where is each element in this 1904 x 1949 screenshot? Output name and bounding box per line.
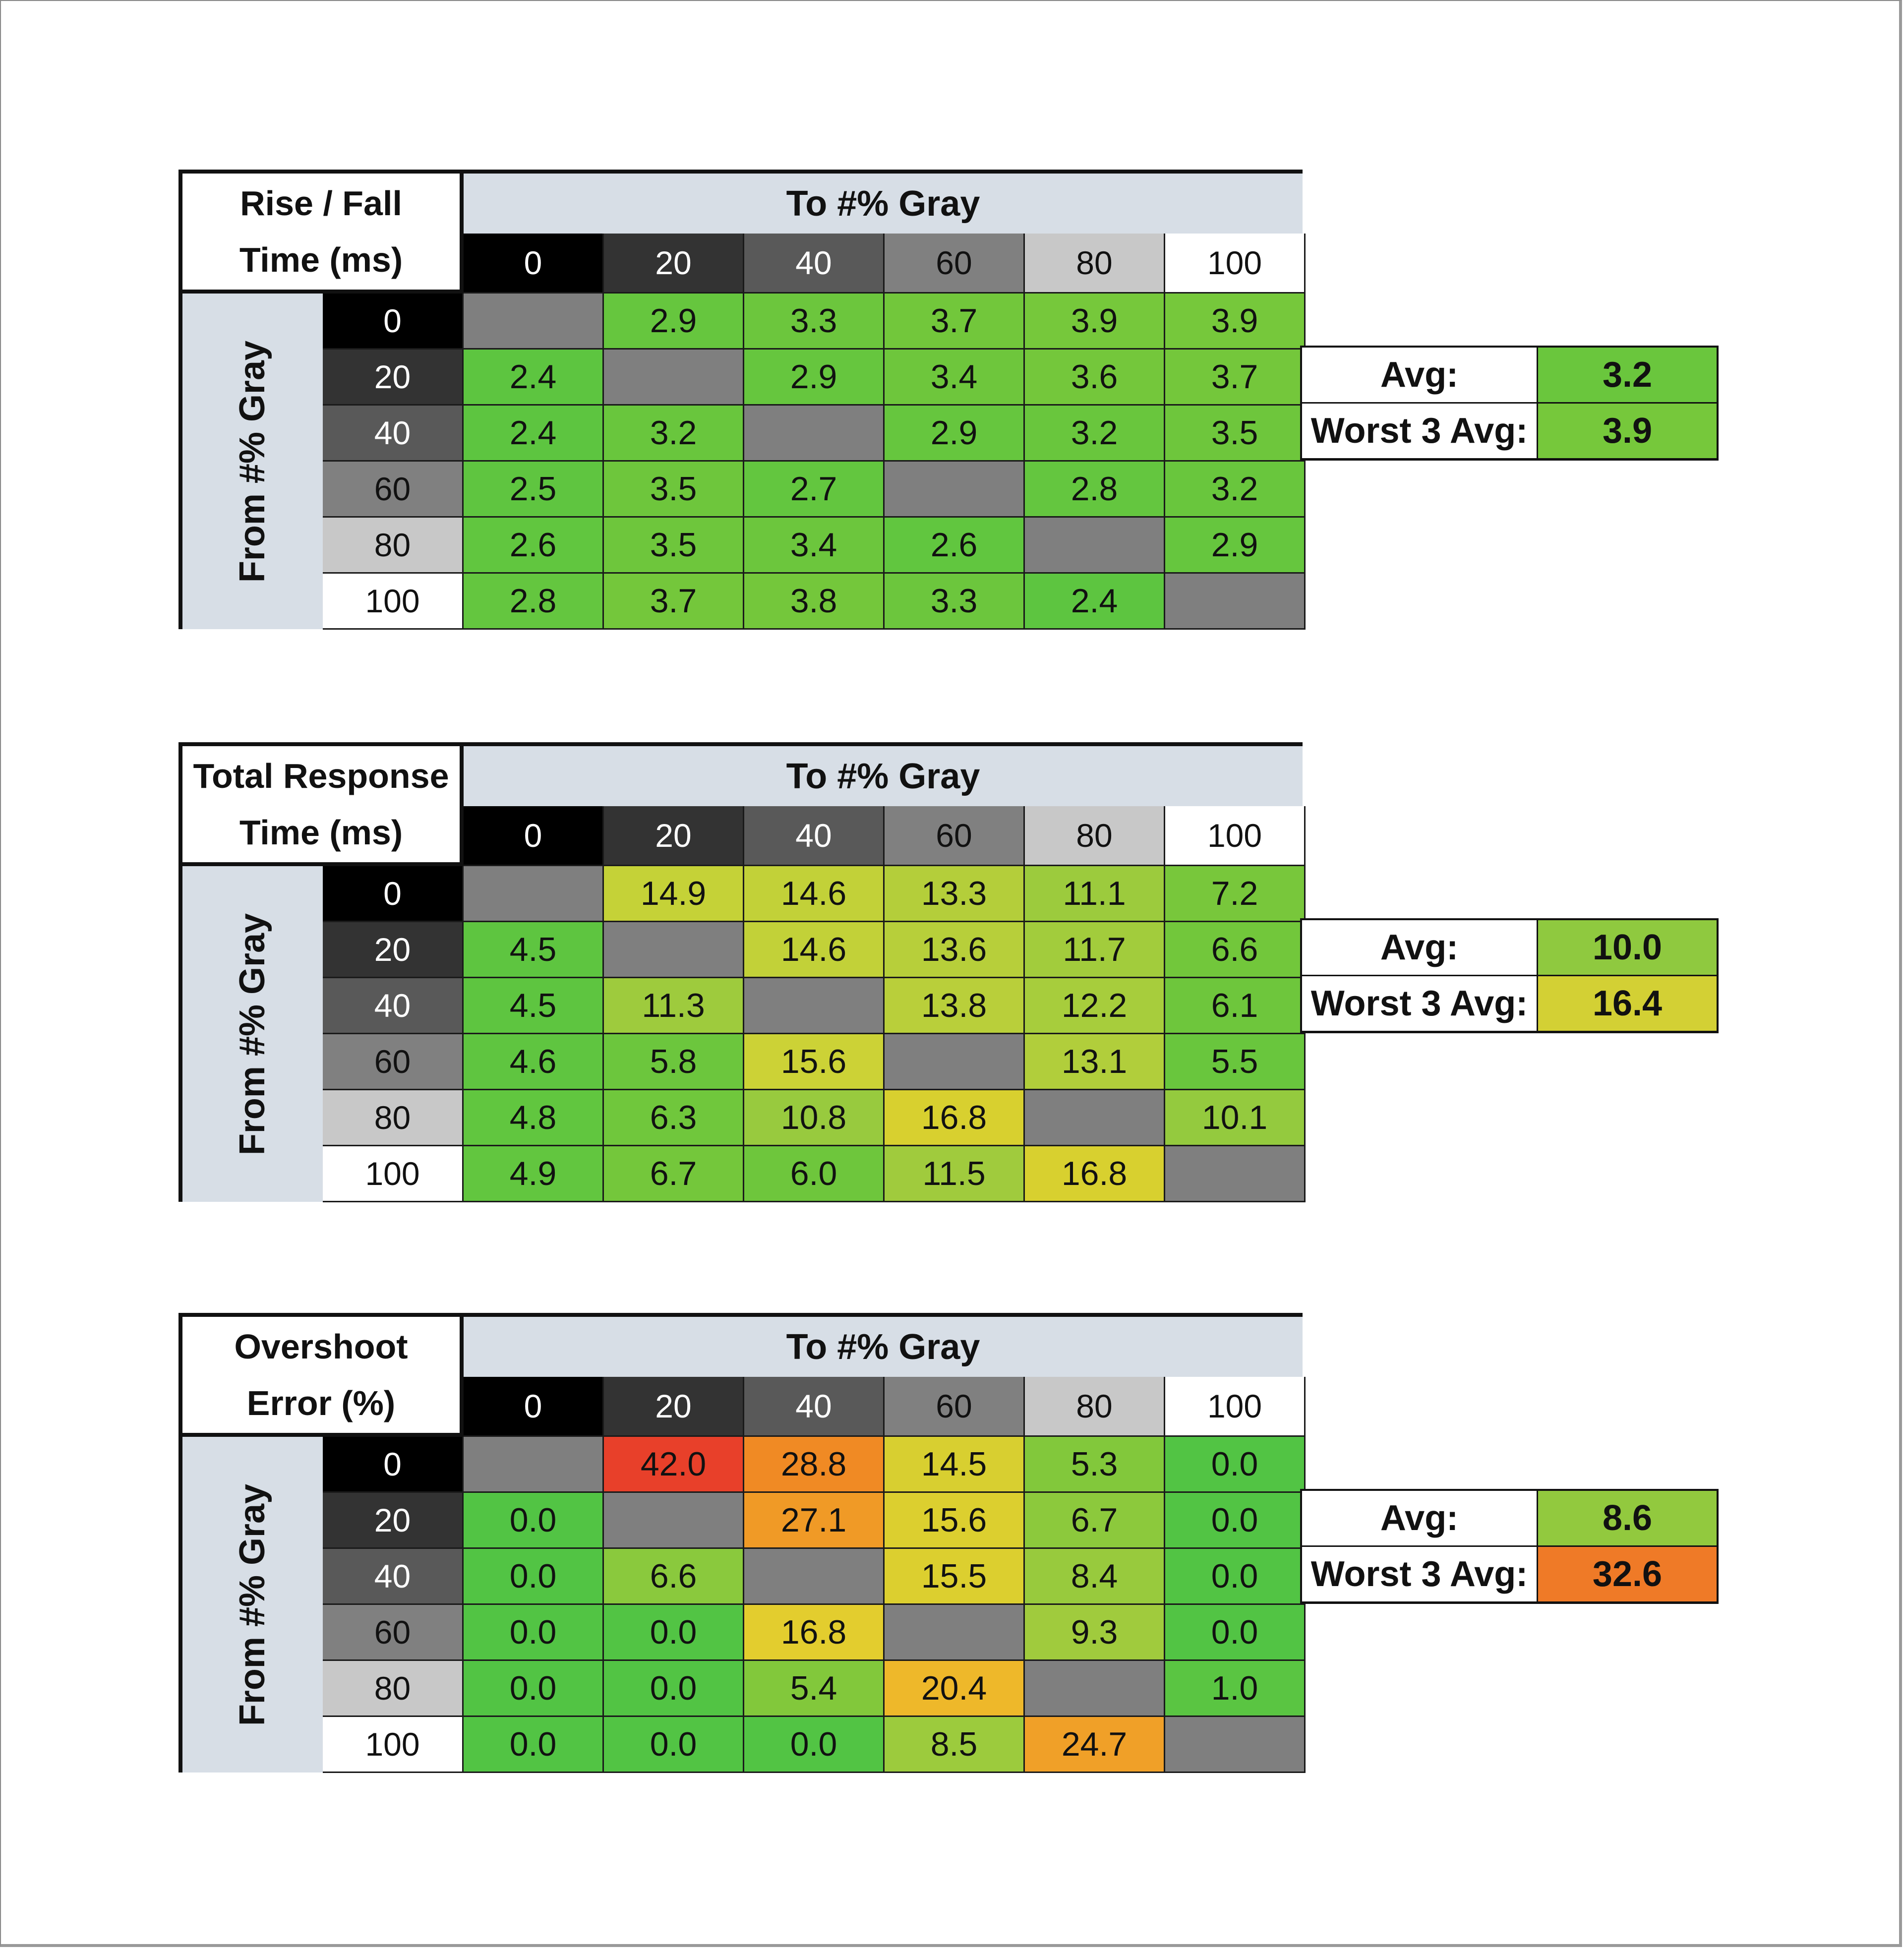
heatmap-grid (178, 742, 1303, 1202)
empty-cell (1165, 1146, 1306, 1202)
from-gray-label: From #% Gray (233, 1483, 273, 1726)
heatmap-title (182, 174, 464, 294)
data-cell: 6.0 (744, 1146, 885, 1202)
data-cell: 6.7 (604, 1146, 744, 1202)
heatmap-title-line2: Time (ms) (239, 240, 403, 279)
data-cell: 10.1 (1165, 1090, 1306, 1146)
data-cell: 5.8 (604, 1034, 744, 1090)
worst-3-avg-label: Worst 3 Avg: (1302, 404, 1538, 460)
heatmap-grid (178, 170, 1303, 629)
data-cell: 24.7 (1025, 1717, 1165, 1773)
data-cell: 9.3 (1025, 1605, 1165, 1661)
column-header: 80 (1025, 1377, 1165, 1437)
summary-table (1300, 1489, 1719, 1604)
from-gray-label: From #% Gray (233, 913, 273, 1155)
data-cell: 20.4 (885, 1661, 1025, 1717)
data-cell: 27.1 (744, 1493, 885, 1549)
empty-cell (464, 294, 604, 350)
from-gray-label: From #% Gray (233, 340, 273, 583)
row-header: 80 (323, 1090, 464, 1146)
row-header: 60 (323, 462, 464, 518)
worst-3-avg-label: Worst 3 Avg: (1302, 976, 1538, 1032)
data-cell: 5.5 (1165, 1034, 1306, 1090)
column-header: 80 (1025, 234, 1165, 294)
data-cell: 0.0 (604, 1717, 744, 1773)
from-gray-header (182, 294, 323, 629)
data-cell: 6.3 (604, 1090, 744, 1146)
data-cell: 2.6 (464, 518, 604, 574)
data-cell: 8.5 (885, 1717, 1025, 1773)
empty-cell (744, 406, 885, 462)
data-cell: 11.3 (604, 978, 744, 1034)
data-cell: 5.3 (1025, 1437, 1165, 1493)
data-cell: 2.4 (1025, 574, 1165, 630)
data-cell: 6.6 (1165, 922, 1306, 978)
empty-cell (1165, 1717, 1306, 1773)
data-cell: 3.5 (604, 462, 744, 518)
data-cell: 0.0 (464, 1549, 604, 1605)
column-header: 20 (604, 806, 744, 866)
data-cell: 4.6 (464, 1034, 604, 1090)
column-header: 100 (1165, 234, 1306, 294)
heatmap-title-line1: Rise / Fall (240, 184, 402, 223)
row-header: 0 (323, 866, 464, 922)
data-cell: 3.6 (1025, 350, 1165, 406)
heatmap-title (182, 746, 464, 866)
data-cell: 1.0 (1165, 1661, 1306, 1717)
row-header: 20 (323, 1493, 464, 1549)
column-header: 40 (744, 806, 885, 866)
empty-cell (1025, 1661, 1165, 1717)
data-cell: 2.6 (885, 518, 1025, 574)
data-cell: 4.8 (464, 1090, 604, 1146)
data-cell: 3.4 (885, 350, 1025, 406)
empty-cell (604, 922, 744, 978)
data-cell: 2.4 (464, 406, 604, 462)
data-cell: 2.9 (885, 406, 1025, 462)
column-header: 60 (885, 806, 1025, 866)
heatmap-title-line1: Overshoot (234, 1327, 408, 1366)
column-header: 40 (744, 234, 885, 294)
data-cell: 0.0 (464, 1605, 604, 1661)
data-cell: 8.4 (1025, 1549, 1165, 1605)
data-cell: 14.6 (744, 922, 885, 978)
column-header: 0 (464, 1377, 604, 1437)
data-cell: 0.0 (604, 1661, 744, 1717)
data-cell: 3.2 (1165, 462, 1306, 518)
data-cell: 42.0 (604, 1437, 744, 1493)
worst-3-avg-value: 16.4 (1538, 976, 1717, 1032)
column-header: 40 (744, 1377, 885, 1437)
data-cell: 2.8 (464, 574, 604, 630)
heatmap-title-line1: Total Response (193, 757, 449, 795)
data-cell: 0.0 (1165, 1549, 1306, 1605)
data-cell: 0.0 (464, 1493, 604, 1549)
avg-label: Avg: (1302, 348, 1538, 404)
data-cell: 2.4 (464, 350, 604, 406)
data-cell: 0.0 (464, 1661, 604, 1717)
data-cell: 15.6 (744, 1034, 885, 1090)
data-cell: 11.5 (885, 1146, 1025, 1202)
data-cell: 6.6 (604, 1549, 744, 1605)
data-cell: 2.5 (464, 462, 604, 518)
heatmap-title (182, 1317, 464, 1437)
empty-cell (464, 866, 604, 922)
empty-cell (1025, 518, 1165, 574)
empty-cell (744, 978, 885, 1034)
avg-value: 3.2 (1538, 348, 1717, 404)
data-cell: 13.8 (885, 978, 1025, 1034)
data-cell: 14.9 (604, 866, 744, 922)
data-cell: 3.5 (1165, 406, 1306, 462)
column-header: 20 (604, 1377, 744, 1437)
avg-label: Avg: (1302, 920, 1538, 976)
data-cell: 2.9 (744, 350, 885, 406)
data-cell: 16.8 (744, 1605, 885, 1661)
data-cell: 3.7 (885, 294, 1025, 350)
data-cell: 16.8 (1025, 1146, 1165, 1202)
to-gray-header: To #% Gray (464, 174, 1303, 234)
data-cell: 3.4 (744, 518, 885, 574)
data-cell: 3.7 (604, 574, 744, 630)
data-cell: 2.9 (1165, 518, 1306, 574)
row-header: 40 (323, 1549, 464, 1605)
worst-3-avg-value: 32.6 (1538, 1547, 1717, 1603)
data-cell: 11.7 (1025, 922, 1165, 978)
data-cell: 0.0 (1165, 1605, 1306, 1661)
data-cell: 4.9 (464, 1146, 604, 1202)
from-gray-header (182, 1437, 323, 1772)
data-cell: 15.5 (885, 1549, 1025, 1605)
row-header: 0 (323, 294, 464, 350)
data-cell: 6.7 (1025, 1493, 1165, 1549)
column-header: 60 (885, 1377, 1025, 1437)
avg-label: Avg: (1302, 1491, 1538, 1547)
column-header: 20 (604, 234, 744, 294)
data-cell: 3.9 (1025, 294, 1165, 350)
data-cell: 0.0 (1165, 1437, 1306, 1493)
avg-value: 8.6 (1538, 1491, 1717, 1547)
row-header: 20 (323, 922, 464, 978)
to-gray-header: To #% Gray (464, 1317, 1303, 1377)
data-cell: 5.4 (744, 1661, 885, 1717)
column-header: 100 (1165, 806, 1306, 866)
summary-table (1300, 346, 1719, 461)
column-header: 0 (464, 234, 604, 294)
empty-cell (464, 1437, 604, 1493)
data-cell: 3.2 (1025, 406, 1165, 462)
row-header: 60 (323, 1605, 464, 1661)
row-header: 20 (323, 350, 464, 406)
column-header: 80 (1025, 806, 1165, 866)
column-header: 100 (1165, 1377, 1306, 1437)
data-cell: 14.6 (744, 866, 885, 922)
column-header: 60 (885, 234, 1025, 294)
row-header: 80 (323, 1661, 464, 1717)
data-cell: 0.0 (744, 1717, 885, 1773)
row-header: 100 (323, 1717, 464, 1773)
row-header: 40 (323, 406, 464, 462)
empty-cell (604, 350, 744, 406)
data-cell: 13.1 (1025, 1034, 1165, 1090)
heatmap-title-line2: Error (%) (246, 1384, 396, 1422)
data-cell: 11.1 (1025, 866, 1165, 922)
row-header: 100 (323, 1146, 464, 1202)
empty-cell (885, 462, 1025, 518)
column-header: 0 (464, 806, 604, 866)
data-cell: 3.5 (604, 518, 744, 574)
empty-cell (885, 1034, 1025, 1090)
data-cell: 4.5 (464, 978, 604, 1034)
data-cell: 10.8 (744, 1090, 885, 1146)
data-cell: 6.1 (1165, 978, 1306, 1034)
data-cell: 4.5 (464, 922, 604, 978)
row-header: 100 (323, 574, 464, 630)
data-cell: 2.9 (604, 294, 744, 350)
empty-cell (1165, 574, 1306, 630)
data-cell: 0.0 (1165, 1493, 1306, 1549)
data-cell: 3.8 (744, 574, 885, 630)
data-cell: 13.3 (885, 866, 1025, 922)
worst-3-avg-value: 3.9 (1538, 404, 1717, 460)
avg-value: 10.0 (1538, 920, 1717, 976)
heatmap-grid (178, 1313, 1303, 1772)
data-cell: 0.0 (464, 1717, 604, 1773)
data-cell: 2.8 (1025, 462, 1165, 518)
data-cell: 0.0 (604, 1605, 744, 1661)
empty-cell (604, 1493, 744, 1549)
empty-cell (744, 1549, 885, 1605)
empty-cell (885, 1605, 1025, 1661)
row-header: 60 (323, 1034, 464, 1090)
worst-3-avg-label: Worst 3 Avg: (1302, 1547, 1538, 1603)
empty-cell (1025, 1090, 1165, 1146)
data-cell: 12.2 (1025, 978, 1165, 1034)
row-header: 80 (323, 518, 464, 574)
data-cell: 3.3 (885, 574, 1025, 630)
data-cell: 13.6 (885, 922, 1025, 978)
row-header: 40 (323, 978, 464, 1034)
data-cell: 15.6 (885, 1493, 1025, 1549)
data-cell: 3.3 (744, 294, 885, 350)
data-cell: 14.5 (885, 1437, 1025, 1493)
to-gray-header: To #% Gray (464, 746, 1303, 806)
data-cell: 3.7 (1165, 350, 1306, 406)
row-header: 0 (323, 1437, 464, 1493)
data-cell: 16.8 (885, 1090, 1025, 1146)
data-cell: 3.9 (1165, 294, 1306, 350)
from-gray-header (182, 866, 323, 1202)
heatmap-title-line2: Time (ms) (239, 813, 403, 852)
data-cell: 2.7 (744, 462, 885, 518)
data-cell: 3.2 (604, 406, 744, 462)
data-cell: 28.8 (744, 1437, 885, 1493)
summary-table (1300, 918, 1719, 1033)
data-cell: 7.2 (1165, 866, 1306, 922)
